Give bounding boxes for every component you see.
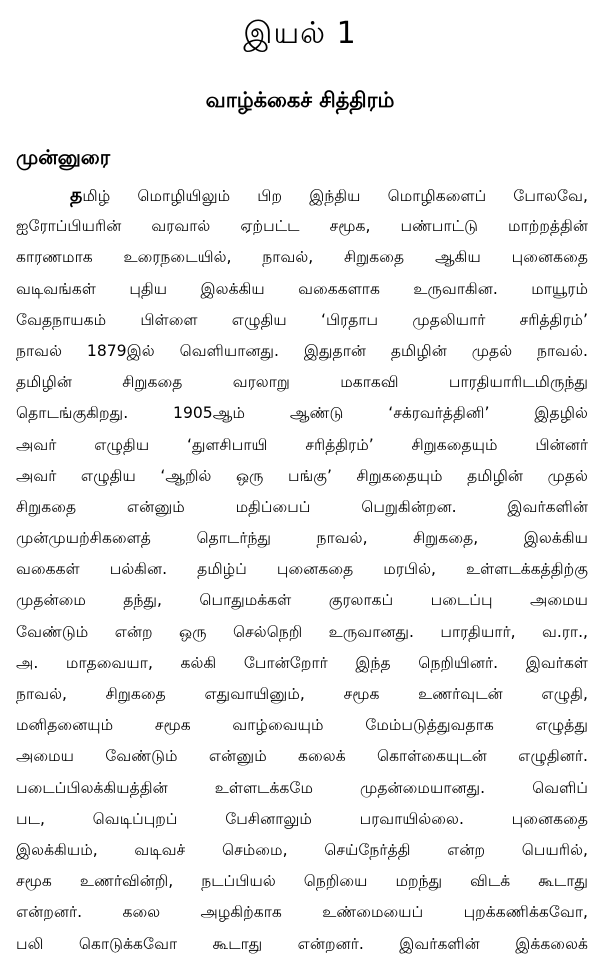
paragraph-line: தொடங்குகிறது. 1905ஆம் ஆண்டு ‘சக்ரவர்த்தினி’ இதழில்	[16, 404, 588, 423]
paragraph-line: முதன்மை தந்து, பொதுமக்கள் குரலாகப் படைப்பு அமைய	[16, 591, 588, 610]
paragraph-line: தமிழின் சிறுகதை வரலாறு மகாகவி பாரதியாரிடமிருந்து	[16, 373, 588, 392]
paragraph-line: படைப்பிலக்கியத்தின் உள்ளடக்கமே முதன்மையானது. வெளிப்	[16, 778, 588, 797]
paragraph-line: அவர் எழுதிய ‘ஆறில் ஒரு பங்கு’ சிறுகதையும் தமிழின் முதல்	[16, 466, 588, 485]
body-paragraph	[16, 180, 588, 960]
paragraph-initial: த	[70, 184, 83, 206]
paragraph-line: நாவல் 1879இல் வெளியானது. இதுதான் தமிழின் முதல் நாவல்.	[16, 341, 588, 360]
paragraph-line: காரணமாக உரைநடையில், நாவல், சிறுகதை ஆகிய புனைகதை	[16, 248, 588, 267]
paragraph-line: மனிதனையும் சமூக வாழ்வையும் மேம்படுத்துவதாக எழுத்து	[16, 716, 588, 735]
paragraph-line: வேதநாயகம் பிள்ளை எழுதிய ‘பிரதாப முதலியார் சரித்திரம்’	[16, 310, 588, 329]
first-line-text: மிழ் மொழியிலும் பிற இந்திய மொழிகளைப் போலவே,	[82, 187, 588, 205]
paragraph-line: சமூக உணர்வின்றி, நடப்பியல் நெறியை மறந்து விடக் கூடாது	[16, 872, 588, 891]
paragraph-line: வேண்டும் என்ற ஒரு செல்நெறி உருவானது. பாரதியார், வ.ரா.,	[16, 622, 588, 641]
introduction-heading: முன்னுரை	[16, 145, 111, 169]
chapter-title: இயல் 1	[243, 16, 357, 51]
section-title: வாழ்க்கைச் சித்திரம்	[205, 88, 395, 112]
paragraph-line: என்றனர். கலை அழகிற்காக உண்மையைப் புறக்கணிக்கவோ,	[16, 903, 588, 922]
paragraph-line: சிறுகதை என்னும் மதிப்பைப் பெறுகின்றன. இவர்களின்	[16, 497, 588, 516]
paragraph-line: வகைகள் பல்கின. தமிழ்ப் புனைகதை மரபில், உள்ளடக்கத்திற்கு	[16, 560, 588, 579]
paragraph-line: வடிவங்கள் புதிய இலக்கிய வகைகளாக உருவாகின. மாயூரம்	[16, 279, 588, 298]
paragraph-line: அவர் எழுதிய ‘துளசிபாயி சரித்திரம்’ சிறுகதையும் பின்னர்	[16, 435, 588, 454]
paragraph-line: பலி கொடுக்கவோ கூடாது என்றனர். இவர்களின் இக்கலைக்	[16, 934, 588, 953]
paragraph-line: முன்முயற்சிகளைத் தொடர்ந்து நாவல், சிறுகதை, இலக்கிய	[16, 529, 588, 548]
paragraph-line: பட, வெடிப்புறப் பேசினாலும் பரவாயில்லை. புனைகதை	[16, 809, 588, 828]
paragraph-line: அ. மாதவையா, கல்கி போன்றோர் இந்த நெறியினர். இவர்கள்	[16, 653, 588, 672]
paragraph-line: ஐரோப்பியரின் வரவால் ஏற்பட்ட சமூக, பண்பாட்டு மாற்றத்தின்	[16, 217, 588, 236]
paragraph-line: நாவல், சிறுகதை எதுவாயினும், சமூக உணர்வுடன் எழுதி,	[16, 685, 588, 703]
paragraph-line: அமைய வேண்டும் என்னும் கலைக் கொள்கையுடன் எழுதினர்.	[16, 747, 588, 766]
paragraph-line: இலக்கியம், வடிவச் செம்மை, செய்நேர்த்தி என்ற பெயரில்,	[16, 840, 588, 859]
paragraph-line	[16, 180, 588, 211]
